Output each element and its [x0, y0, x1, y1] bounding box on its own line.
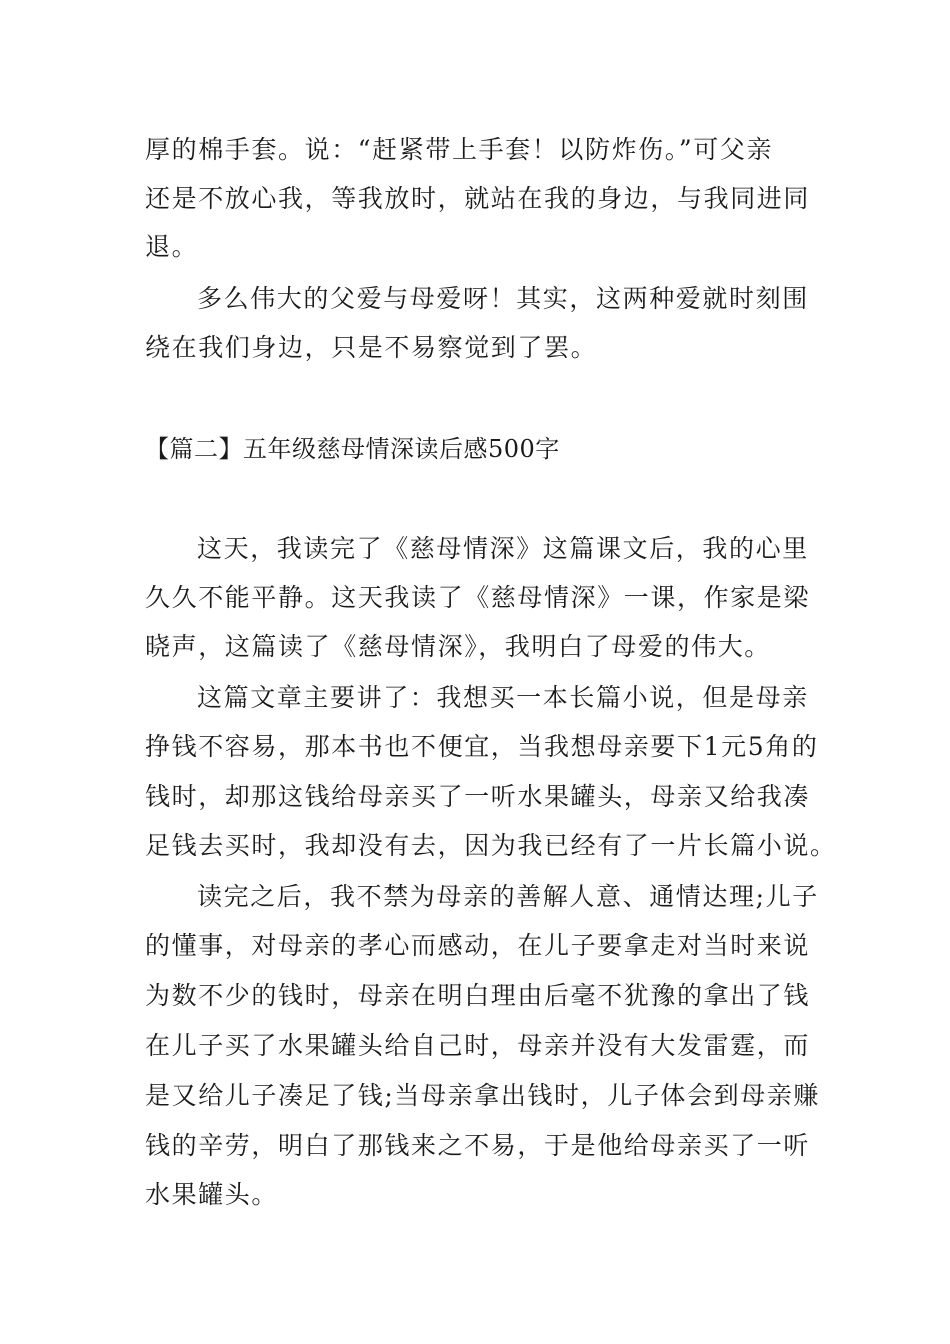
paragraph-line: 钱时，却那这钱给母亲买了一听水果罐头，母亲又给我凑 — [145, 782, 811, 811]
paragraph-line: 的懂事，对母亲的孝心而感动，在儿子要拿走对当时来说 — [145, 931, 811, 960]
paragraph-line: 晓声，这篇读了《慈母情深》，我明白了母爱的伟大。 — [145, 632, 771, 661]
paragraph-line: 是又给儿子凑足了钱;当母亲拿出钱时，儿子体会到母亲赚 — [145, 1081, 821, 1110]
paragraph-line: 绕在我们身边，只是不易察觉到了罢。 — [145, 333, 598, 362]
paragraph-line: 这天，我读完了《慈母情深》这篇课文后，我的心里 — [197, 534, 809, 563]
section-heading: 【篇二】五年级慈母情深读后感500字 — [145, 435, 560, 463]
paragraph-line: 为数不少的钱时，母亲在明白理由后毫不犹豫的拿出了钱 — [145, 981, 811, 1010]
paragraph-line: 多么伟大的父爱与母爱呀！其实，这两种爱就时刻围 — [197, 284, 809, 313]
paragraph-line: 在儿子买了水果罐头给自己时，母亲并没有大发雷霆，而 — [145, 1031, 811, 1060]
paragraph-line: 久久不能平静。这天我读了《慈母情深》一课，作家是梁 — [145, 583, 811, 612]
paragraph-line: 读完之后，我不禁为母亲的善解人意、通情达理;儿子 — [197, 882, 819, 911]
paragraph-line: 这篇文章主要讲了：我想买一本长篇小说，但是母亲 — [197, 683, 809, 712]
paragraph-line: 挣钱不容易，那本书也不便宜，当我想母亲要下1元5角的 — [145, 732, 819, 761]
paragraph-line: 还是不放心我，等我放时，就站在我的身边，与我同进同 — [145, 184, 811, 213]
paragraph-line: 足钱去买时，我却没有去，因为我已经有了一片长篇小说。 — [145, 831, 837, 860]
paragraph-line: 厚的棉手套。说：“赶紧带上手套！以防炸伤。”可父亲 — [145, 135, 774, 164]
paragraph-line: 钱的辛劳，明白了那钱来之不易，于是他给母亲买了一听 — [145, 1131, 811, 1160]
paragraph-line: 退。 — [145, 232, 199, 261]
paragraph-line: 水果罐头。 — [145, 1180, 279, 1209]
